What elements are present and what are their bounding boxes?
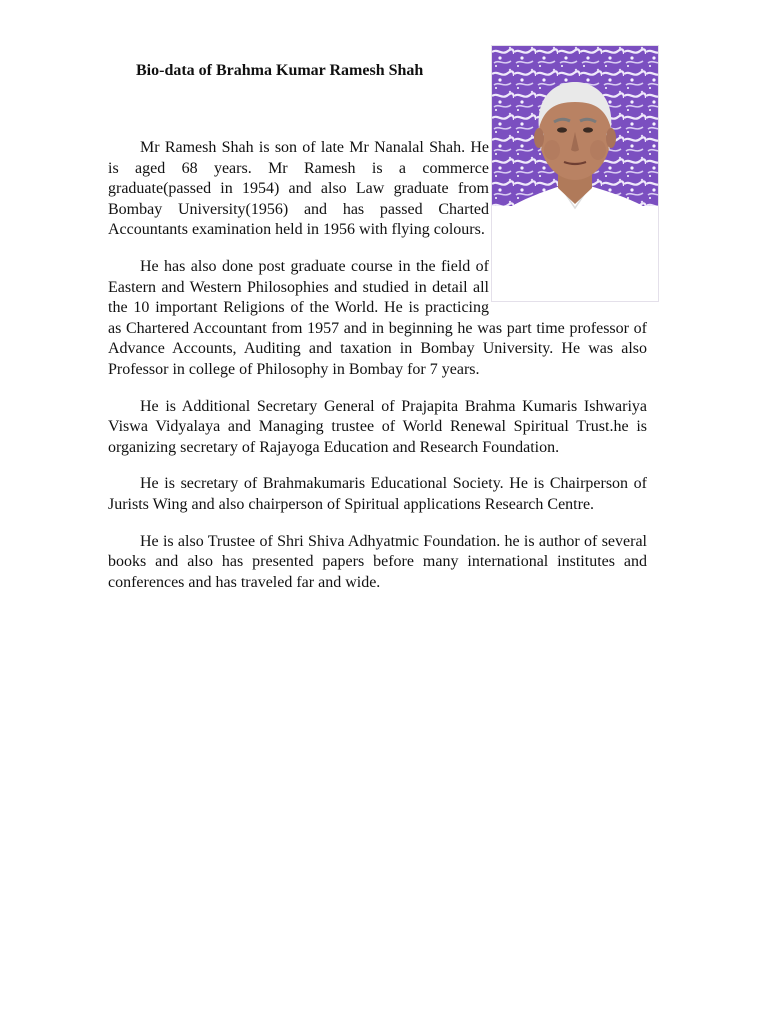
paragraph-3: He is Additional Secretary General of Prajapita Brahma Kumaris Ishwariya Viswa Vidyalaya and Managing trustee of World Renewal Spiritual Trust.he is organizing secretary of Rajayoga Education and Research Foundation. <box>108 397 647 456</box>
document-title: Bio-data of Brahma Kumar Ramesh Shah <box>136 62 424 79</box>
paragraph-1: Mr Ramesh Shah is son of late Mr Nanalal Shah. He is aged 68 years. Mr Ramesh is a commerce graduate(passed in 1954) and also Law graduate from Bombay University(1956) and has passed Charted Accountants examination held in 1956 with flying colours. <box>108 139 489 239</box>
paragraph-5: He is also Trustee of Shri Shiva Adhyatmic Foundation. he is author of several books and also has presented papers before many international institutes and conferences and has traveled far and wide. <box>108 532 647 591</box>
document-body <box>108 138 647 609</box>
photo-wrap-spacer <box>489 138 647 318</box>
paragraph-2: He has also done post graduate course in the field of Eastern and Western Philosophies and studied in detail all the 10 important Religions of the World. He is practicing as Chartered Accountant from 1957 and in beginning he was part time professor of Advance Accounts, Auditing and taxation in Bombay University. He was also Professor in college of Philosophy in Bombay for 7 years. <box>108 257 647 378</box>
paragraph-4: He is secretary of Brahmakumaris Educational Society. He is Chairperson of Jurists Wing and also chairperson of Spiritual applications Research Centre. <box>108 475 647 513</box>
